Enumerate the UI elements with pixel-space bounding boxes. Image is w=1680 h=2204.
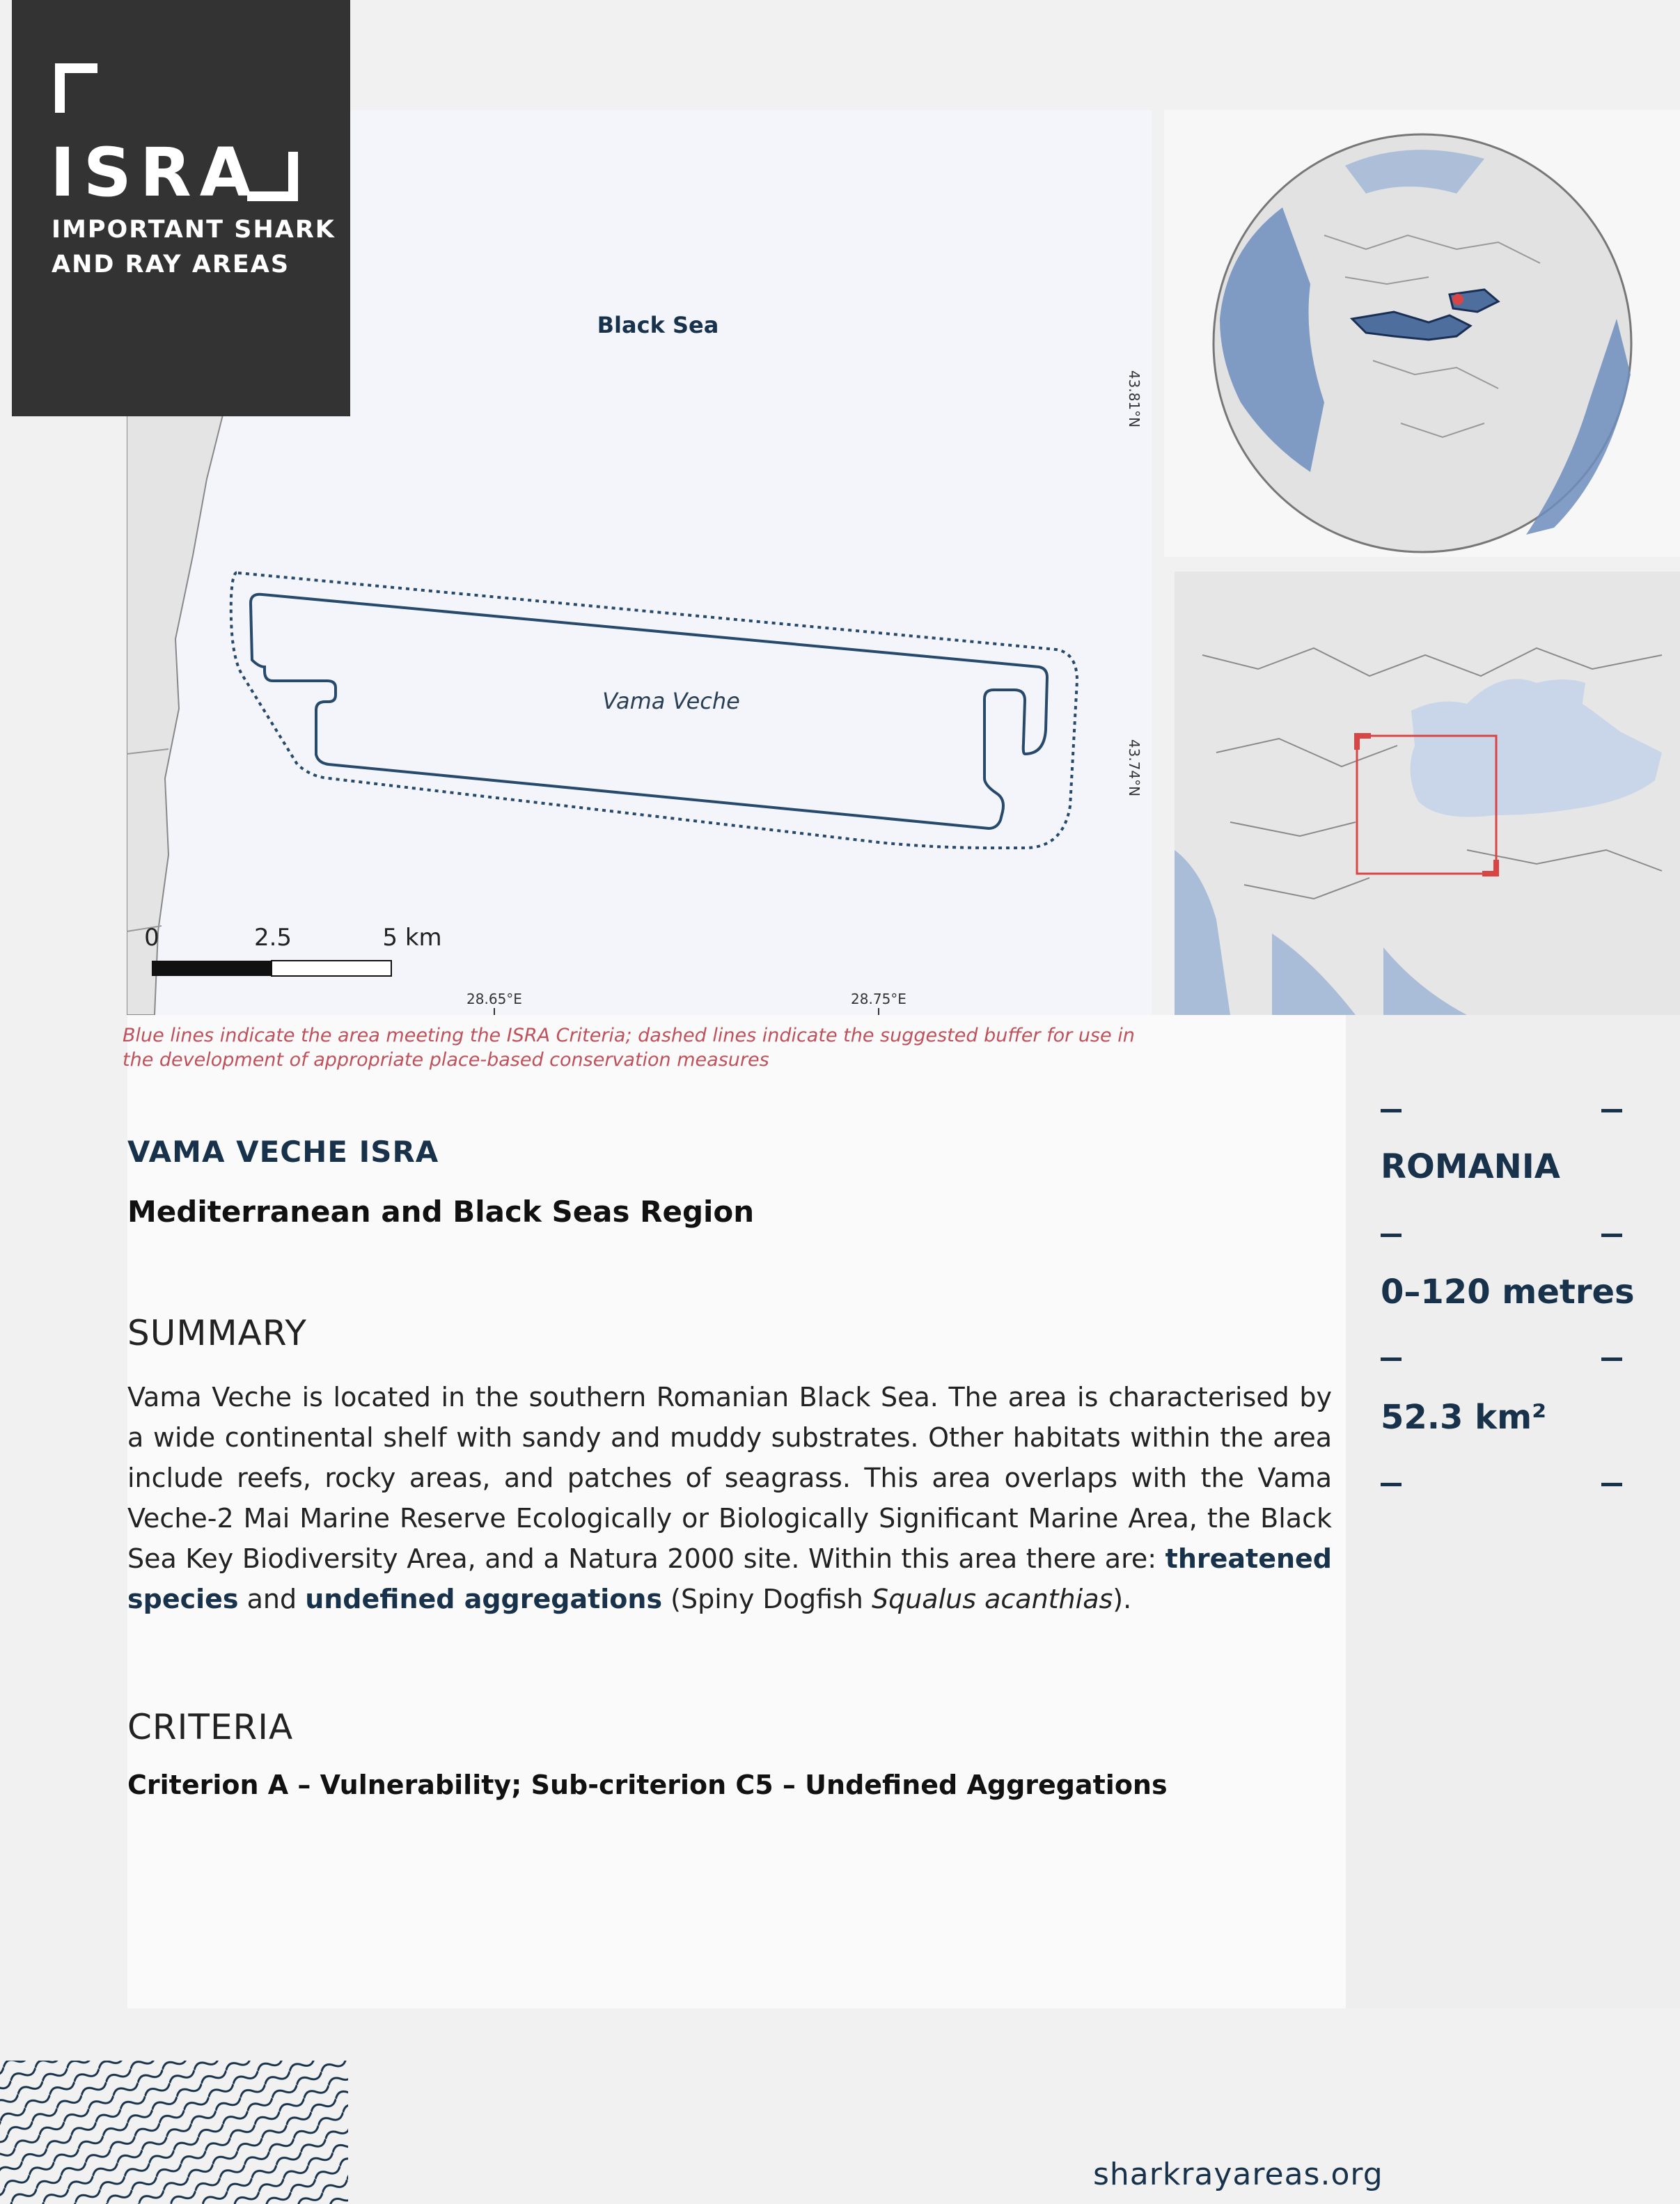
divider-dash (1601, 1234, 1622, 1237)
criteria-heading: CRITERIA (127, 1707, 294, 1747)
scale-label-mid: 2.5 (253, 924, 292, 952)
sea-label: Black Sea (597, 312, 719, 338)
regional-inset-map (1175, 572, 1680, 1015)
logo-corner-top-left-icon (54, 63, 97, 113)
summary-highlight-aggregations: undefined aggregations (305, 1584, 663, 1614)
species-name: Squalus acanthias (871, 1584, 1113, 1614)
logo-subtitle-line1: IMPORTANT SHARK (52, 216, 336, 244)
scale-label-0: 0 (144, 924, 159, 952)
divider-dash (1381, 1357, 1402, 1361)
footer-website-link[interactable]: sharkrayareas.org (1093, 2157, 1383, 2192)
lat-label-1: 43.81°N (1126, 370, 1143, 428)
map-caption: Blue lines indicate the area meeting the ISRA Criteria; dashed lines indicate the suggested buffer for use in the development of appropriate place-based conservation measures (123, 1025, 1135, 1071)
site-title: VAMA VECHE ISRA (127, 1135, 439, 1169)
lat-label-2: 43.74°N (1126, 739, 1143, 797)
divider-dash (1381, 1483, 1402, 1486)
scale-bar-black (152, 961, 272, 976)
summary-text (127, 1377, 1332, 1619)
area-label: Vama Veche (602, 688, 740, 714)
divider-dash (1601, 1357, 1622, 1361)
globe-locator-map (1164, 110, 1680, 557)
summary-text-part: (Spiny Dogfish (662, 1584, 872, 1614)
summary-text-part: ). (1113, 1584, 1132, 1614)
scale-bar-white (272, 961, 391, 976)
wave-pattern-icon (0, 2061, 348, 2204)
depth-range: 0–120 metres (1381, 1273, 1635, 1312)
divider-dash (1601, 1483, 1622, 1486)
location-marker-icon (1452, 294, 1463, 305)
scale-label-end: 5 km (382, 924, 442, 952)
criteria-text: Criterion A – Vulnerability; Sub-criterion C5 – Undefined Aggregations (127, 1770, 1168, 1800)
summary-text-part: Vama Veche is located in the southern Romanian Black Sea. The area is characterised by a wide continental shelf with sandy and muddy substrates. Other habitats within the area include reefs, rocky areas, and patches of seagrass. This area overlaps with the Vama Veche-2 Mai Marine Reserve Ecologically or Biologically Significant Marine Area, the Black Sea Key Biodiversity Area, and a Natura 2000 site. Within this area there are: (127, 1382, 1332, 1574)
country-name: ROMANIA (1381, 1147, 1560, 1186)
lon-label-2: 28.75°E (851, 991, 906, 1007)
lon-label-1: 28.65°E (466, 991, 522, 1007)
summary-heading: SUMMARY (127, 1313, 307, 1353)
area-size: 52.3 km² (1381, 1398, 1547, 1437)
logo-corner-bottom-right-icon (247, 152, 299, 202)
summary-highlight-threatened: threatened species (127, 1543, 1332, 1614)
logo-subtitle-line2: AND RAY AREAS (52, 251, 290, 278)
region-name: Mediterranean and Black Seas Region (127, 1195, 755, 1229)
summary-text-part: and (238, 1584, 306, 1614)
divider-dash (1381, 1234, 1402, 1237)
divider-dash (1601, 1109, 1622, 1112)
divider-dash (1381, 1109, 1402, 1112)
logo-wordmark: ISRA (50, 134, 260, 212)
